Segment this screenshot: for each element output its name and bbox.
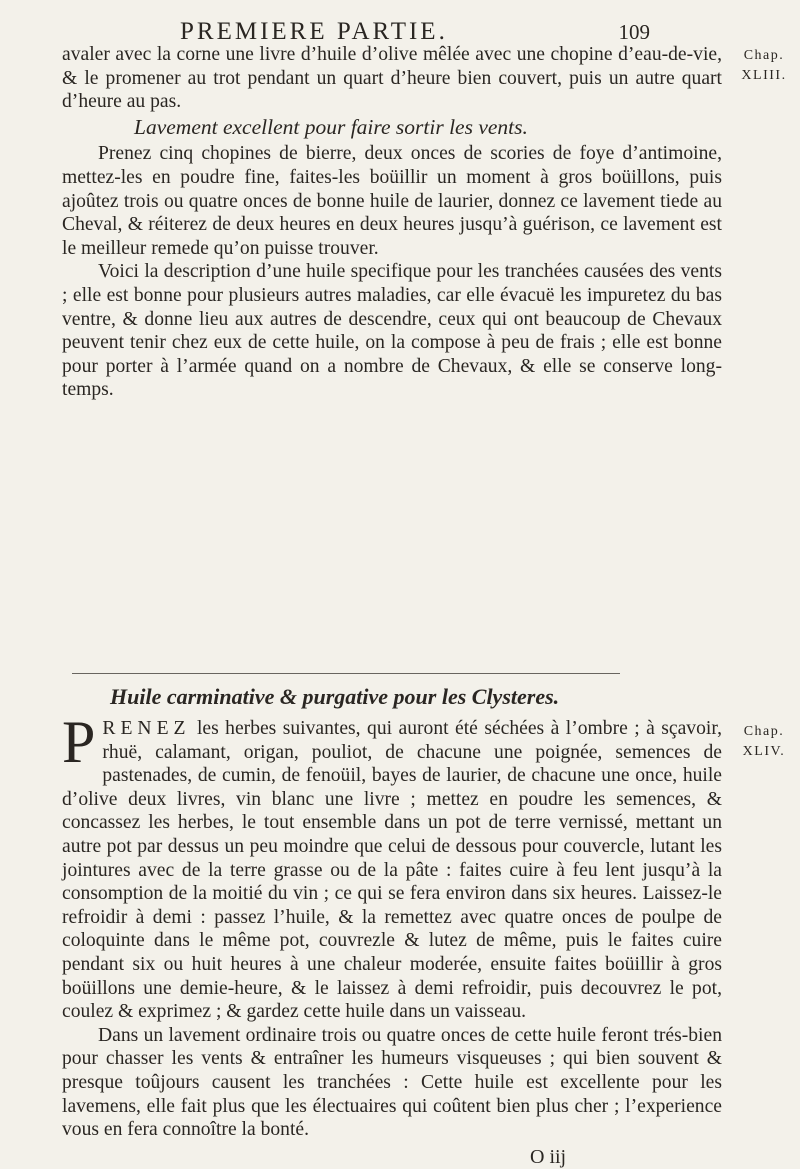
margin-note-label: Chap. bbox=[743, 48, 785, 63]
margin-note-chapter-43 bbox=[738, 46, 790, 86]
margin-note-number: XLIV. bbox=[742, 744, 786, 759]
running-head: PREMIERE PARTIE. bbox=[180, 18, 448, 45]
paragraph-huile-usage: Dans un lavement ordinaire trois ou quatre onces de cette huile feront trés-bien pour chasser les vents & entraîner les humeurs visqueuses ; qui bien souvent & presque toûjours causent les tranchées : Cette huile est excellente pour les lavemens, elle fait plus que les électuaires qui coûtent bien plus cher ; l’experience vous en fera connoître la bonté. bbox=[62, 1024, 722, 1141]
paragraph-huile-recipe bbox=[62, 709, 722, 1024]
signature-mark: O iij bbox=[530, 1146, 567, 1168]
section-heading-lavement: Lavement excellent pour faire sortir les vents. bbox=[134, 114, 528, 139]
drop-cap: P bbox=[62, 709, 96, 775]
page-number: 109 bbox=[618, 20, 650, 44]
section-divider-rule bbox=[72, 673, 620, 674]
first-word-smallcaps: RENEZ bbox=[102, 718, 191, 739]
margin-note-label: Chap. bbox=[743, 724, 785, 739]
section-lavement bbox=[62, 43, 722, 402]
paragraph-lavement-recipe: Prenez cinq chopines de bierre, deux onces de scories de foye d’antimoine, mettez-les en poudre fine, faites-les boüillir un moment à gros boüillons, puis ajoûtez trois ou quatre onces de bonne huile de laurier, donnez ce lavement tiede au Cheval, & réiterez de deux heures en deux heures jusqu’à guérison, ce lavement est le meilleur remede qu’on puisse trouver. bbox=[62, 143, 722, 259]
margin-note-number: XLIII. bbox=[741, 68, 787, 83]
margin-note-chapter-44 bbox=[738, 722, 790, 762]
section-huile-carminative bbox=[62, 709, 722, 1142]
section-heading-huile: Huile carminative & purgative pour les Clysteres. bbox=[110, 684, 560, 709]
paragraph-huile-recipe-text: les herbes suivantes, qui auront été séchées à l’ombre ; à sçavoir, rhuë, calamant, origan, pouliot, de chacune une poignée, semences de pastenades, de cumin, de fenoüil, bayes de laurier, de chacune une once, huile d’olive deux livres, vin blanc une livre ; mettez en poudre les semences, & concassez les herbes, le tout ensemble dans un pot de terre vernissé, mettant un autre pot par dessus un peu moindre que celui de dessous pour couvercle, lutant les jointures avec de la terre grasse ou de la pâte : faites cuire à feu lent jusqu’à la consomption de la moitié du vin ; ce qui se fera environ dans six heures. Laissez-le refroidir à demi : passez l’huile, & la remettez avec quatre onces de poulpe de coloquinte dans le même pot, couvrezle & lutez de même, puis le faites cuire pendant six ou huit heures à une chaleur moderée, ensuite faites boüillir à gros boüillons une demie-heure, & le laissez à demi refroidir, puis decouvrez le pot, coulez & exprimez ; & gardez cette huile dans un vaisseau. bbox=[62, 718, 722, 1023]
opening-paragraph: avaler avec la corne une livre d’huile d’olive mêlée avec une chopine d’eau-de-vie, & le promener au trot pendant un quart d’heure bien couvert, puis un autre quart d’heure au pas. bbox=[62, 44, 722, 113]
paragraph-huile-description: Voici la description d’une huile specifique pour les tranchées causées des vents ; elle est bonne pour plusieurs autres maladies, car elle évacuë les impuretez du bas ventre, & donne lieu aux autres de descendre, ceux qui ont beaucoup de Chevaux peuvent tenir chez eux de cette huile, on la compose à peu de frais ; elle est bonne pour porter à l’armée quand on a nombre de Chevaux, & elle se conserve long-temps. bbox=[62, 261, 722, 401]
